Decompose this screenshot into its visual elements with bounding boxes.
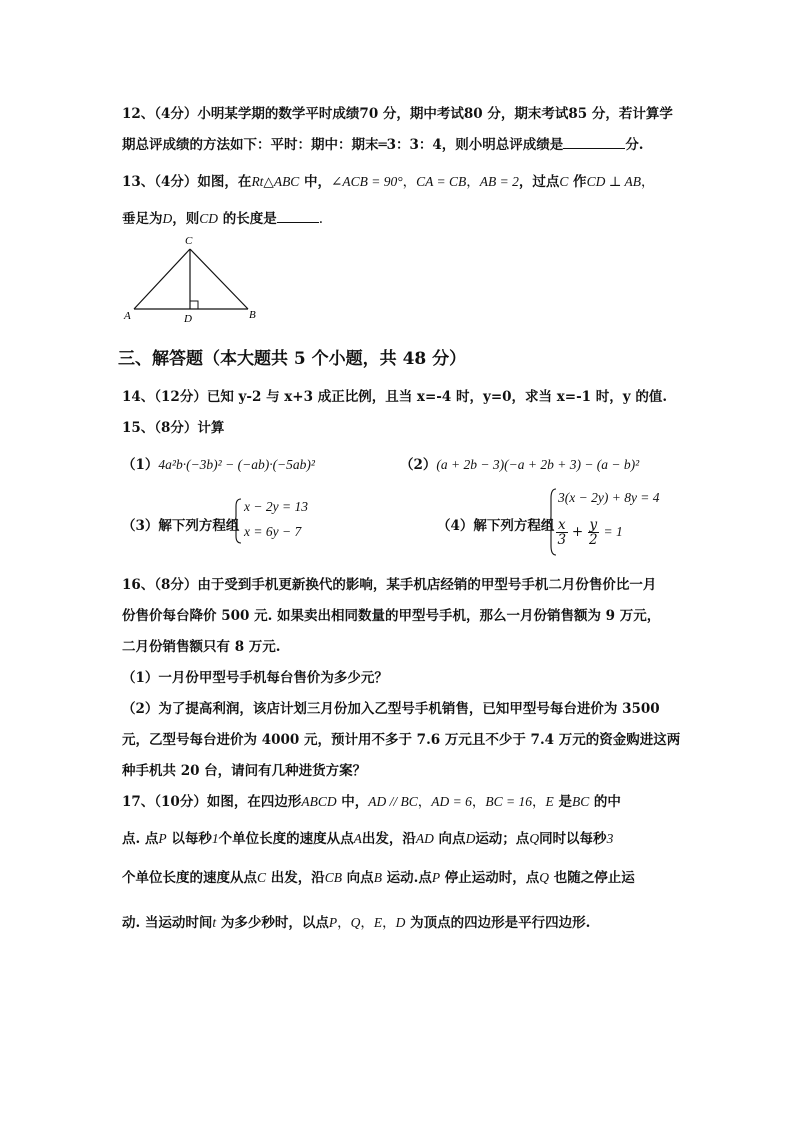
q13-prefix: 13、（4分）如图，在 [122,174,252,190]
q17-text: 出发，沿 [361,831,416,847]
q16-part2-line1: （2）为了提高利润，该店计划三月份加入乙型号手机销售，已知甲型号每台进价为 3500 [122,701,660,717]
q13-text: 的长度是 [218,211,277,227]
q13-line2 [122,207,323,227]
side-cb [190,249,248,309]
q17-math: D [465,831,476,846]
q17-math: P [328,915,338,930]
q13-sep: ， [466,174,480,190]
q15-part3-brace [232,498,242,544]
q17-text: 个单位长度的速度从点 [122,870,257,886]
q13-eq2: AB = 2 [479,174,519,189]
q16-part2-line2: 元，乙型号每台进价为 4000 元，预计用不多于 7.6 万元且不少于 7.4 万元的资金购进这两 [122,732,681,748]
q17-math: BC [571,794,590,809]
q17-text: ， [360,915,374,931]
q15-part1-label: （1） [122,457,159,473]
q17-text: 动. 当运动时间 [122,915,213,931]
q17-math: 1 [211,831,219,846]
q13-line1 [122,170,655,190]
q14-text: 14、（12分）已知 y-2 与 x+3 成正比例，且当 x=-4 时，y=0，求当 x=-1 时，y 的值. [122,389,668,405]
q12-answer-blank[interactable] [563,136,625,149]
q17-math: A [353,831,362,846]
q17-math: Q [539,870,550,885]
label-a: A [124,310,131,322]
q13-text: 中， [299,174,332,190]
q15-part2-expr: (a + 2b − 3)(−a + 2b + 3) − (a − b)² [436,457,640,472]
q12-line2 [122,133,644,153]
q17-math: BC = 16 [485,794,533,809]
q13-text: 作 [568,174,587,190]
q17-line3 [122,866,635,886]
q17-text: ， [532,794,546,810]
q16-line1: 16、（8分）由于受到手机更新换代的影响，某手机店经销的甲型号手机二月份售价比一月 [122,577,657,593]
section-heading: 三、解答题（本大题共 5 个小题，共 48 分） [118,349,467,369]
q13-text: ，则 [172,211,200,227]
q15-part3-label: （3）解下列方程组 [122,518,240,534]
q12-line1: 12、（4分）小明某学期的数学平时成绩70 分，期中考试80 分，期末考试85 分，若计算学 [122,106,673,122]
q12-line2-end: 分. [625,137,644,153]
q17-text: ， [471,794,486,810]
q16-line2: 份售价每台降价 500 元. 如果卖出相同数量的甲型号手机，那么一月份销售额为 9 万元， [122,608,661,624]
q16-line3: 二月份销售额只有 8 万元. [122,639,281,655]
q15-part4-eq2 [556,518,623,547]
q17-text: ， [382,915,396,931]
q17-text: 是 [553,794,572,810]
q17-text: 同时以每秒 [539,831,607,847]
q13-perp: CD ⊥ AB [586,174,642,189]
triangle-figure [118,232,268,324]
q15-part3-eq2: x = 6y − 7 [244,524,302,539]
plus-sign: + [571,524,584,540]
q17-line4 [122,911,590,931]
q17-math: AD [415,831,434,846]
q17-text: 运动.点 [381,870,432,886]
label-d: D [184,313,192,324]
q13-point-c: C [559,174,569,189]
q17-math: P [158,831,167,846]
q17-text: 以每秒 [166,831,212,847]
q17-text: 为顶点的四边形是平行四边形. [405,915,591,931]
right-angle-mark [190,301,198,309]
q17-math: E [545,794,554,809]
q17-text: 中， [336,794,369,810]
q17-math: ABCD [301,794,337,809]
q17-text: 向点 [433,831,466,847]
q13-point-d: D [162,211,173,226]
q15-part1-expr: 4a²b·(−3b)² − (−ab)·(−5ab)² [158,457,315,472]
frac-y-over-2: $\frac{y}{2}$ [589,517,598,548]
q15-title: 15、（8分）计算 [122,420,225,436]
q17-math: AD // BC [368,794,418,809]
q15-part4-eq1: 3(x − 2y) + 8y = 4 [558,490,660,505]
q17-text: ， [417,794,432,810]
q13-eq1: CA = CB [416,174,467,189]
frac-x-over-3: $\frac{x}{3}$ [557,517,567,548]
q17-text: 也随之停止运 [549,870,635,886]
q13-triangle: Rt△ABC [251,174,300,189]
q17-math: P [431,870,441,885]
q17-text: 停止运动时，点 [440,870,540,886]
q17-math: Q [529,831,540,846]
q13-answer-blank[interactable] [277,210,319,223]
q15-part1 [122,453,315,473]
q17-math: Q [350,915,361,930]
q17-math: CB [324,870,342,885]
q17-text: 出发，沿 [266,870,325,886]
q13-angle: ∠ACB = 90° [331,174,403,189]
q17-text: ， [337,915,351,931]
q17-text: 运动；点 [475,831,530,847]
q17-line2 [122,827,613,847]
q16-part1: （1）一月份甲型号手机每台售价为多少元？ [122,670,388,686]
q13-cd: CD [199,211,219,226]
q17-math: AD = 6 [431,794,472,809]
q15-part2-label: （2） [400,457,437,473]
q17-math: B [373,870,382,885]
q13-sep: ， [641,174,655,190]
q17-text: 个单位长度的速度从点 [218,831,354,847]
q17-line1 [122,790,621,810]
q13-text: 垂足为 [122,211,163,227]
q17-text: 17、（10分）如图，在四边形 [122,794,302,810]
q15-part2 [400,453,639,473]
q17-text: 为多少秒时，以点 [216,915,329,931]
q17-text: 的中 [589,794,621,810]
eq2-rhs: = 1 [603,524,623,539]
q17-math: 3 [606,831,614,846]
side-ac [134,249,190,309]
q17-math: C [257,870,267,885]
q17-text: 向点 [341,870,374,886]
q17-math: t [212,915,217,930]
q15-part4-label: （4）解下列方程组 [437,518,555,534]
label-b: B [249,309,256,321]
label-c: C [185,235,193,247]
q17-math: D [395,915,406,930]
q13-sep: ， [402,174,417,190]
q13-text: ，过点 [518,174,560,190]
q17-text: 点. 点 [122,831,159,847]
q16-part2-line3: 种手机共 20 台，请问有几种进货方案？ [122,763,367,779]
q12-line2-text: 期总评成绩的方法如下：平时：期中：期末═3：3：4，则小明总评成绩是 [122,137,564,153]
q15-part3-eq1: x − 2y = 13 [244,499,308,514]
q13-end: . [318,211,324,227]
q17-math: E [373,915,383,930]
